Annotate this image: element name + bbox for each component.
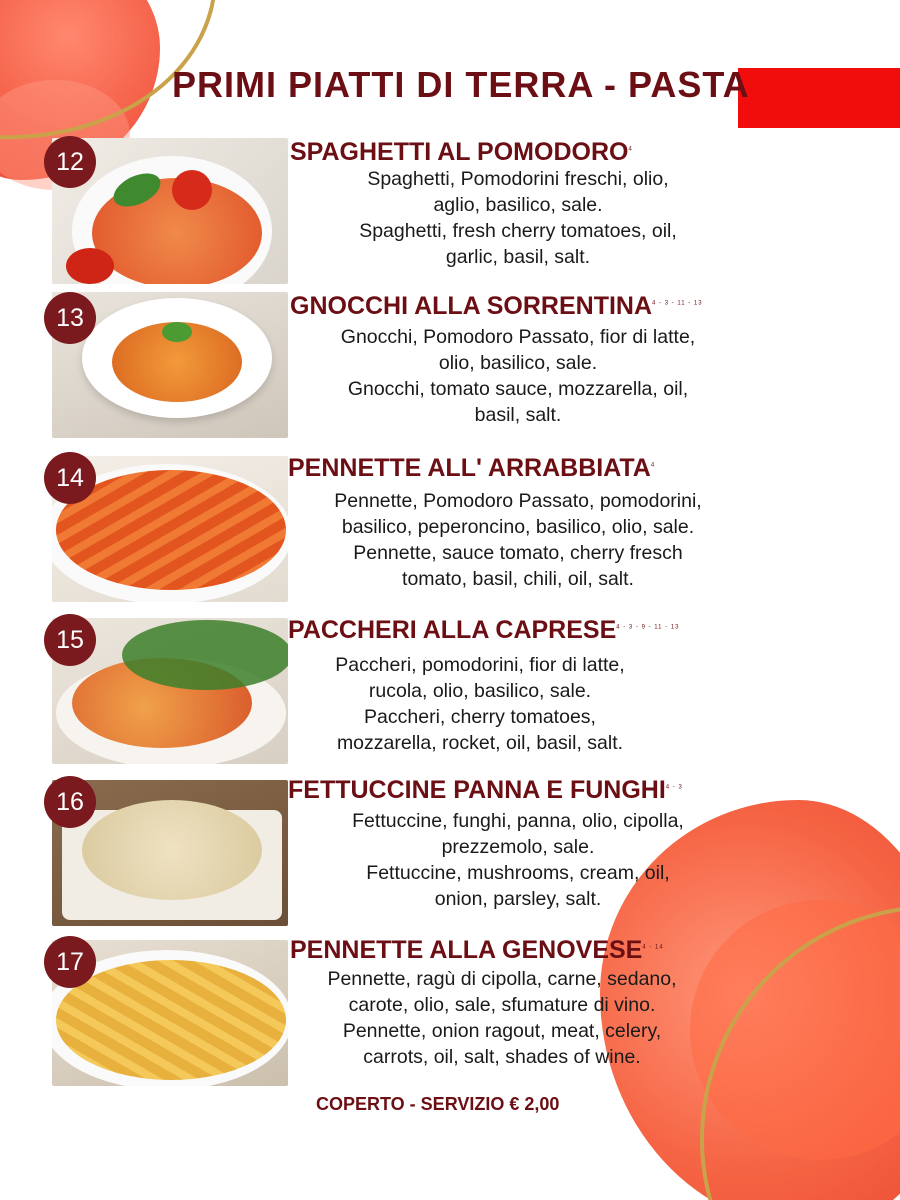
- item-name: PACCHERI ALLA CAPRESE$^{4 - 3 - 9 - 11 - 13}$: [288, 616, 680, 644]
- item-number-badge: 16: [44, 776, 96, 828]
- item-description: Fettuccine, funghi, panna, olio, cipolla, prezzemolo, sale. Fettuccine, mushrooms, cream, oil, onion, parsley, salt.: [352, 810, 684, 910]
- item-number-badge: 15: [44, 614, 96, 666]
- item-description: Paccheri, pomodorini, fior di latte, rucola, olio, basilico, sale. Paccheri, cherry tomatoes, mozzarella, rocket, oil, basil, salt.: [335, 654, 625, 754]
- menu-title: PRIMI PIATTI DI TERRA - PASTA: [172, 64, 750, 105]
- item-number-badge: 17: [44, 936, 96, 988]
- cover-charge-note: COPERTO - SERVIZIO € 2,00: [316, 1094, 560, 1114]
- item-name: PENNETTE ALL' ARRABBIATA$^4$: [288, 454, 656, 482]
- item-name: PENNETTE ALLA GENOVESE$^{4 - 14}$: [290, 936, 664, 964]
- item-number-badge: 12: [44, 136, 96, 188]
- item-name: FETTUCCINE PANNA E FUNGHI$^{4 - 3}$: [288, 776, 683, 804]
- item-description: Spaghetti, Pomodorini freschi, olio, aglio, basilico, sale. Spaghetti, fresh cherry tomatoes, oil, garlic, basil, salt.: [359, 168, 677, 268]
- menu-item: [0, 292, 900, 442]
- item-name: SPAGHETTI AL POMODORO$^4$: [290, 138, 633, 166]
- item-description: Pennette, ragù di cipolla, carne, sedano, carote, olio, sale, sfumature di vino. Pennette, onion ragout, meat, celery, carrots, oil, salt, shades of wine.: [327, 968, 677, 1068]
- menu-item: [0, 776, 900, 926]
- menu-item: [0, 452, 900, 602]
- allergen-codes: 4 - 3 - 9 - 11 - 13: [616, 624, 680, 631]
- item-number-badge: 13: [44, 292, 96, 344]
- item-name: GNOCCHI ALLA SORRENTINA$^{4 - 3 - 11 - 13}$: [290, 292, 703, 320]
- decorative-red-bar: [738, 68, 900, 128]
- allergen-codes: 4: [628, 146, 633, 153]
- item-description: Gnocchi, Pomodoro Passato, fior di latte, olio, basilico, sale. Gnocchi, tomato sauce, mozzarella, oil, basil, salt.: [340, 326, 696, 426]
- item-number-badge: 14: [44, 452, 96, 504]
- menu-item: [0, 136, 900, 286]
- menu-item: [0, 936, 900, 1086]
- item-description: Pennette, Pomodoro Passato, pomodorini, basilico, peperoncino, basilico, olio, sale. Pennette, sauce tomato, cherry fresch tomato, basil, chili, oil, salt.: [334, 490, 702, 590]
- allergen-codes: 4: [650, 462, 656, 469]
- allergen-codes: 4 - 3 - 11 - 13: [652, 300, 703, 307]
- allergen-codes: 4 - 3: [665, 784, 683, 791]
- menu-item: [0, 614, 900, 764]
- allergen-codes: 4 - 14: [642, 944, 664, 951]
